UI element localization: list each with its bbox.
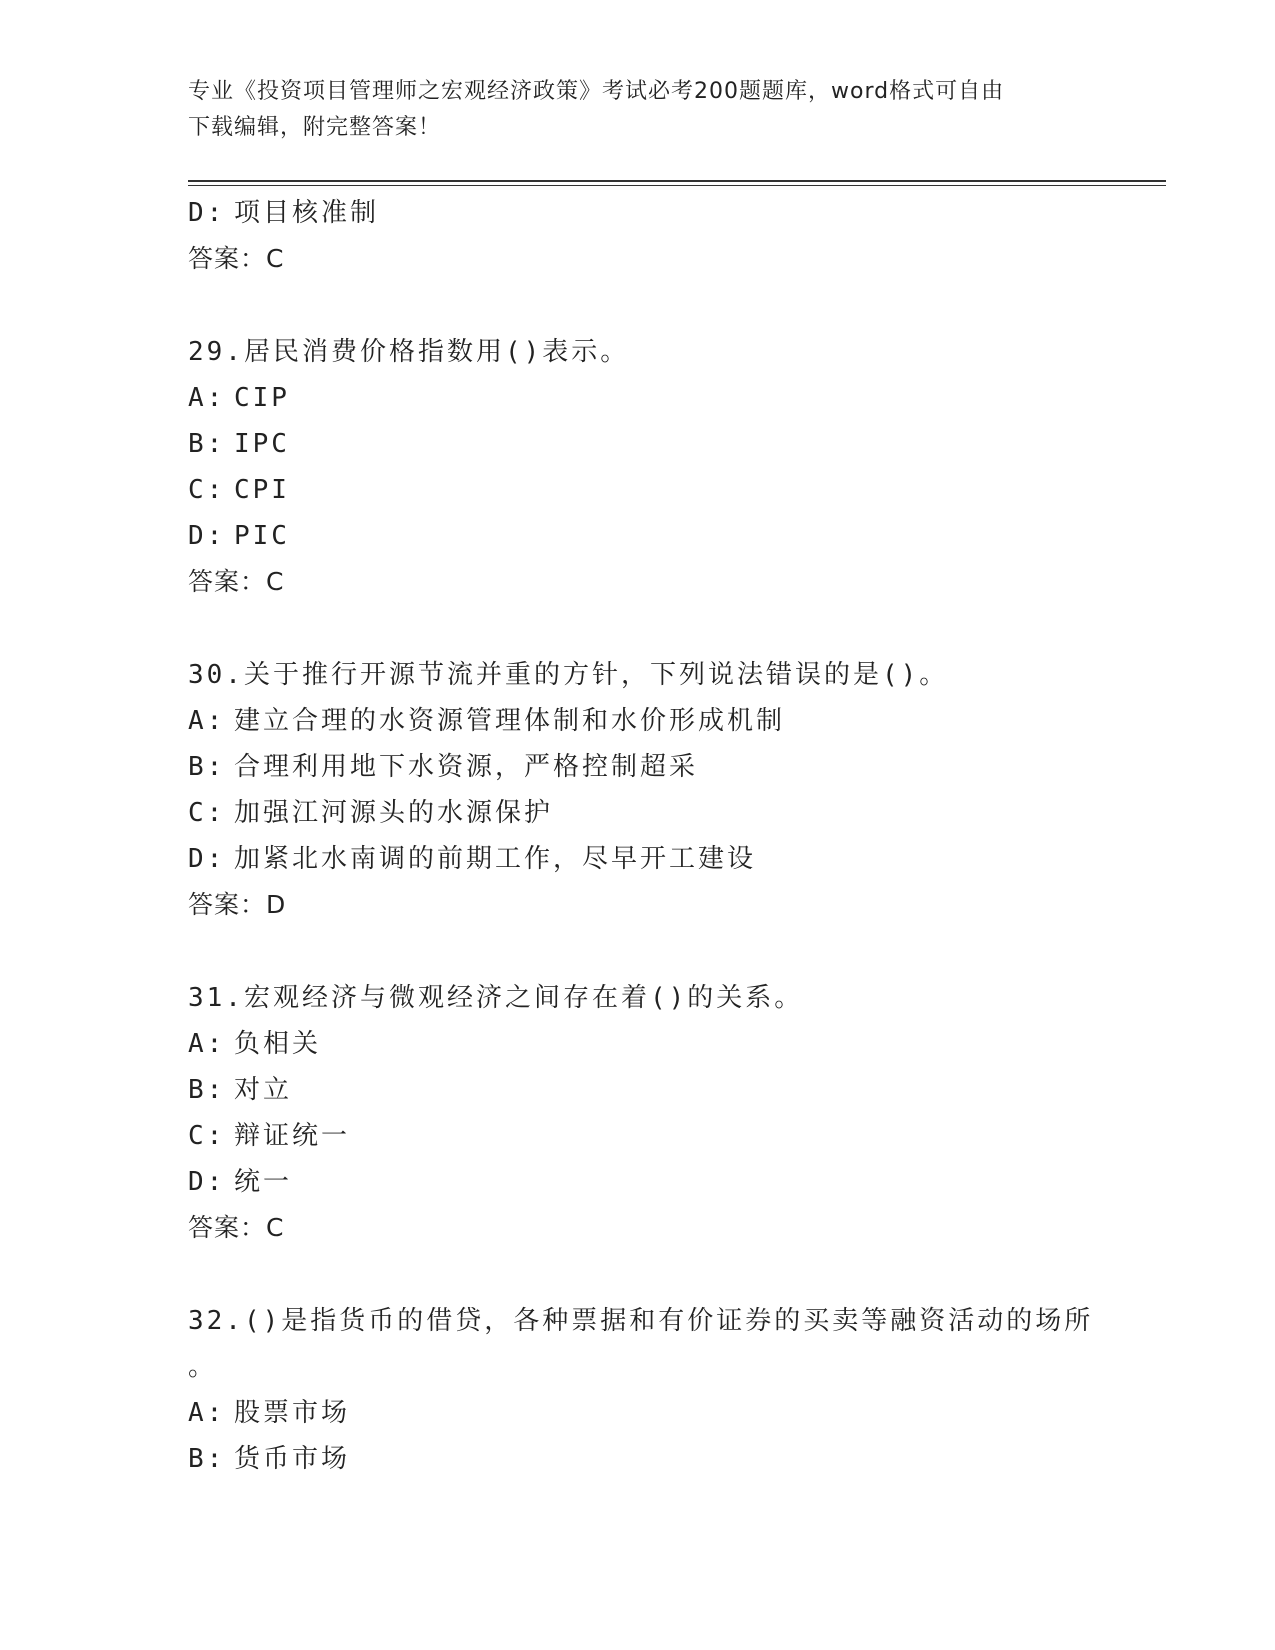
question-list (188, 190, 1094, 1482)
option-c (188, 790, 1088, 836)
option-label: D: (188, 198, 226, 228)
option-text: 对立 (234, 1075, 293, 1105)
option-text: 负相关 (234, 1029, 322, 1059)
option-label: A: (188, 1398, 226, 1428)
option-text: 辩证统一 (234, 1121, 351, 1151)
header-divider-thin (188, 185, 1166, 186)
question-30: 30.关于推行开源节流并重的方针，下列说法错误的是()。 (188, 660, 949, 690)
document-header (188, 74, 1088, 146)
option-text: CIP (234, 383, 290, 413)
option-text: 货币市场 (234, 1444, 351, 1474)
answer-line: 答案：D (188, 890, 287, 919)
option-label: A: (188, 383, 226, 413)
option-text: 项目核准制 (234, 198, 380, 228)
header-line-2: 下载编辑，附完整答案！ (188, 115, 442, 140)
option-label: D: (188, 521, 226, 551)
option-text: 统一 (234, 1167, 293, 1197)
option-a (188, 698, 1088, 744)
option-text: 加紧北水南调的前期工作，尽早开工建设 (234, 844, 757, 874)
option-b (188, 1436, 1088, 1482)
option-a (188, 1390, 1088, 1436)
option-text: 合理利用地下水资源，严格控制超采 (234, 752, 699, 782)
option-a (188, 375, 1088, 421)
answer-line: 答案：C (188, 567, 285, 596)
option-label: B: (188, 752, 226, 782)
option-label: C: (188, 475, 226, 505)
option-label: A: (188, 1029, 226, 1059)
option-d (188, 836, 1088, 882)
option-d (188, 190, 1088, 236)
option-label: B: (188, 429, 226, 459)
option-label: B: (188, 1444, 226, 1474)
option-label: D: (188, 1167, 226, 1197)
option-label: D: (188, 844, 226, 874)
option-label: C: (188, 1121, 226, 1151)
option-d (188, 513, 1088, 559)
option-b (188, 1067, 1088, 1113)
header-divider-thick (188, 180, 1166, 182)
answer-line: 答案：C (188, 244, 285, 273)
question-32: 32.()是指货币的借贷，各种票据和有价证券的买卖等融资活动的场所 (188, 1306, 1094, 1336)
option-label: A: (188, 706, 226, 736)
answer-line: 答案：C (188, 1213, 285, 1242)
option-b (188, 421, 1088, 467)
question-32-continuation: 。 (188, 1352, 218, 1382)
header-line-1: 专业《投资项目管理师之宏观经济政策》考试必考200题题库，word格式可自由 (188, 79, 1005, 104)
option-d (188, 1159, 1088, 1205)
option-b (188, 744, 1088, 790)
question-31: 31.宏观经济与微观经济之间存在着()的关系。 (188, 983, 804, 1013)
option-text: CPI (234, 475, 290, 505)
option-text: IPC (234, 429, 290, 459)
option-text: 加强江河源头的水源保护 (234, 798, 554, 828)
option-text: 股票市场 (234, 1398, 351, 1428)
option-label: B: (188, 1075, 226, 1105)
option-c (188, 467, 1088, 513)
question-29: 29.居民消费价格指数用()表示。 (188, 337, 630, 367)
option-label: C: (188, 798, 226, 828)
option-text: 建立合理的水资源管理体制和水价形成机制 (234, 706, 786, 736)
option-c (188, 1113, 1088, 1159)
option-a (188, 1021, 1088, 1067)
option-text: PIC (234, 521, 290, 551)
